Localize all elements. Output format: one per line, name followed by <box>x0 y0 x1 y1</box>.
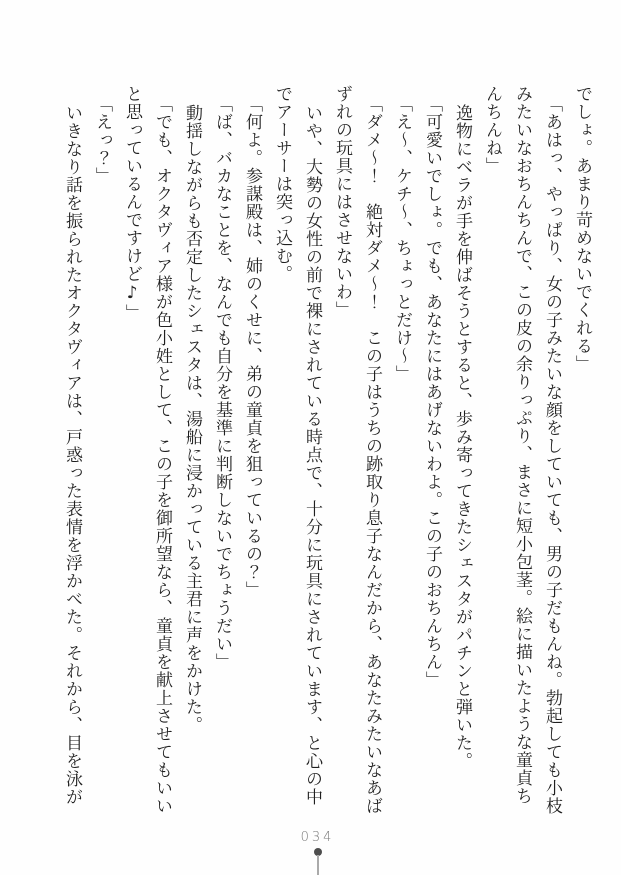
text-line: と思っているんですけど♪」 <box>122 85 142 322</box>
text-line: でしょ。あまり苛めないでくれる」 <box>572 85 592 373</box>
text-line: 「えっ？」 <box>92 95 112 185</box>
text-line: 逸物にベラが手を伸ばそうとすると、歩み寄ってきたシェスタがパチンと弾いた。 <box>452 104 472 770</box>
text-line: 「あはっ、やっぱり、女の子みたいな顔をしていても、男の子だもんね。勃起しても小枝 <box>542 95 562 815</box>
text-line: 「可愛いでしょ。でも、あなたにはあげないわよ。この子のおちんちん」 <box>422 95 442 689</box>
text-line: 「ば、バカなことを、なんでも自分を基準に判断しないでちょうだい」 <box>212 95 232 671</box>
text-line: みたいなおちんちんで、この皮の余りっぷり、まさに短小包茎。絵に描いたような童貞ち <box>512 85 532 805</box>
text-line: 「ダメ〜！ 絶対ダメ〜！ この子はうちの跡取り息子なんだから、あなたみたいなあば <box>362 95 382 815</box>
page-number: 034 <box>300 830 335 845</box>
text-line: いや、大勢の女性の前で裸にされている時点で、十分に玩具にされています、と心の中 <box>302 104 322 806</box>
text-line: 「何よ。参謀殿は、姉のくせに、弟の童貞を狙っているの？」 <box>242 95 262 599</box>
pin-ornament-line <box>317 855 319 875</box>
text-line: 「え〜、ケチ〜、ちょっとだけ〜」 <box>392 95 412 383</box>
text-line: んちんね」 <box>482 85 502 175</box>
text-line: 動揺しながらも否定したシェスタは、湯船に浸かっている主君に声をかけた。 <box>182 104 202 734</box>
vertical-text-block <box>57 85 597 833</box>
text-line: ずれの玩具にはさせないわ」 <box>332 85 352 319</box>
text-line: でアーサーは突っ込む。 <box>272 85 292 283</box>
text-line: 「でも、オクタヴィア様が色小姓として、この子を御所望なら、童貞を献上させてもいい <box>152 95 172 815</box>
text-line: いきなり話を振られたオクタヴィアは、戸惑った表情を浮かべた。それから、目を泳が <box>62 104 82 806</box>
